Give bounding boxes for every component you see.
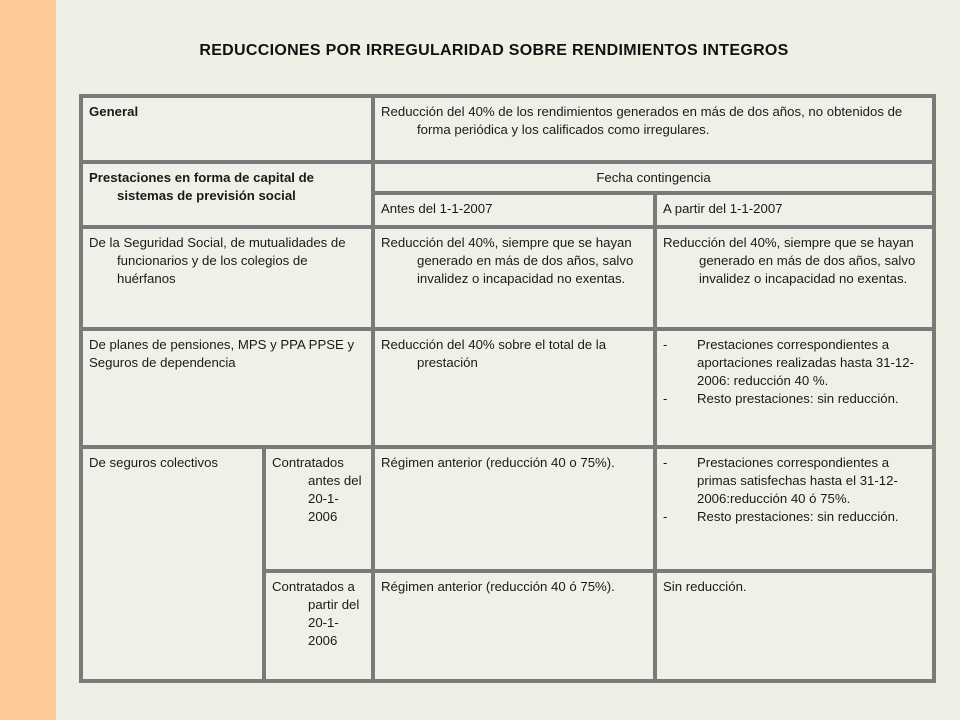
label-planes: De planes de pensiones, MPS y PPA PPSE y Seguros de dependencia: [81, 329, 373, 447]
reductions-table: [79, 94, 936, 683]
colectivos-partir-before: Régimen anterior (reducción 40 ó 75%).: [373, 571, 655, 681]
label-seguridad-social: De la Seguridad Social, de mutualidades de funcionarios y de los colegios de huérfanos: [81, 227, 373, 329]
colectivos-partir-after: Sin reducción.: [655, 571, 934, 681]
row-prestaciones-header: [81, 162, 934, 193]
planes-before: Reducción del 40% sobre el total de la prestación: [373, 329, 655, 447]
row-planes: [81, 329, 934, 447]
label-prestaciones: Prestaciones en forma de capital de sistemas de previsión social: [81, 162, 373, 227]
label-colectivos: De seguros colectivos: [81, 447, 264, 681]
label-colectivos-antes: Contratados antes del 20-1-2006: [264, 447, 373, 571]
row-general: [81, 96, 934, 162]
planes-after: [655, 329, 934, 447]
header-fecha-contingencia: Fecha contingencia: [373, 162, 934, 193]
list-item: - Resto prestaciones: sin reducción.: [663, 508, 926, 526]
seguridad-social-before: Reducción del 40%, siempre que se hayan generado en más de dos años, salvo invalidez o incapacidad no exentas.: [373, 227, 655, 329]
list-item: - Resto prestaciones: sin reducción.: [663, 390, 926, 408]
col-header-after: A partir del 1-1-2007: [655, 193, 934, 227]
row-colectivos-1: [81, 447, 934, 571]
text-general: Reducción del 40% de los rendimientos generados en más de dos años, no obtenidos de forma periódica y los calificados como irregulares.: [373, 96, 934, 162]
label-colectivos-partir: Contratados a partir del 20-1-2006: [264, 571, 373, 681]
colectivos-antes-before: Régimen anterior (reducción 40 o 75%).: [373, 447, 655, 571]
label-general: General: [81, 96, 373, 162]
list-item: - Prestaciones correspondientes a aportaciones realizadas hasta 31-12-2006: reducción 40 %.: [663, 336, 926, 390]
row-seguridad-social: [81, 227, 934, 329]
seguridad-social-after: Reducción del 40%, siempre que se hayan generado en más de dos años, salvo invalidez o incapacidad no exentas.: [655, 227, 934, 329]
page-title: REDUCCIONES POR IRREGULARIDAD SOBRE RENDIMIENTOS INTEGROS: [199, 42, 789, 59]
left-decorative-band: [0, 0, 56, 720]
colectivos-antes-after: [655, 447, 934, 571]
col-header-before: Antes del 1-1-2007: [373, 193, 655, 227]
list-item: - Prestaciones correspondientes a primas satisfechas hasta el 31-12-2006:reducción 40 ó 75%.: [663, 454, 926, 508]
